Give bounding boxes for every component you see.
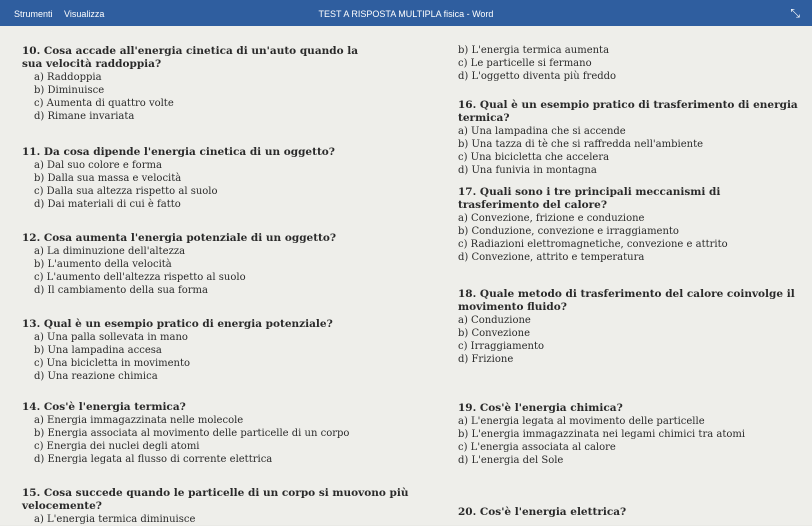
question-15-continued <box>458 44 798 83</box>
option-b: b) L'energia immagazzinata nei legami chimici tra atomi <box>458 429 746 440</box>
option-d: d) Il cambiamento della sua forma <box>34 285 208 296</box>
question-13 <box>22 318 402 383</box>
question-title: 20. Cos'è l'energia elettrica? <box>458 506 627 518</box>
option-c: c) L'energia associata al calore <box>458 442 616 453</box>
question-title: 14. Cos'è l'energia termica? <box>22 401 186 413</box>
option-d: d) Dai materiali di cui è fatto <box>34 199 181 210</box>
question-17 <box>458 186 803 264</box>
question-title: 10. Cosa accade all'energia cinetica di un'auto quando la sua velocità raddoppia? <box>22 45 359 70</box>
option-c: c) L'aumento dell'altezza rispetto al suolo <box>34 272 246 283</box>
question-title: 13. Qual è un esempio pratico di energia potenziale? <box>22 318 333 330</box>
option-a: a) Dal suo colore e forma <box>34 160 162 171</box>
question-12 <box>22 232 402 297</box>
option-c: c) Le particelle si fermano <box>458 58 592 69</box>
option-b: b) Una lampadina accesa <box>34 345 162 356</box>
question-title: 16. Qual è un esempio pratico di trasferimento di energia termica? <box>458 99 798 124</box>
option-d: d) L'energia del Sole <box>458 455 564 466</box>
document-page <box>0 26 812 525</box>
option-b: b) Dalla sua massa e velocità <box>34 173 182 184</box>
option-a: a) Una palla sollevata in mano <box>34 332 188 343</box>
option-c: c) Energia dei nuclei degli atomi <box>34 441 200 452</box>
question-11 <box>22 146 402 211</box>
question-10 <box>22 45 372 123</box>
option-b: b) L'energia termica aumenta <box>458 45 610 56</box>
window-title: TEST A RISPOSTA MULTIPLA fisica - Word <box>318 9 494 19</box>
option-d: d) Una reazione chimica <box>34 371 158 382</box>
option-d: d) Una funivia in montagna <box>458 165 597 176</box>
option-a: a) Convezione, frizione e conduzione <box>458 213 645 224</box>
option-b: b) Energia associata al movimento delle particelle di un corpo <box>34 428 350 439</box>
menu-visualizza[interactable]: Visualizza <box>64 9 105 19</box>
option-c: c) Radiazioni elettromagnetiche, convezione e attrito <box>458 239 728 250</box>
option-d: d) L'oggetto diventa più freddo <box>458 71 617 82</box>
question-19 <box>458 402 803 467</box>
option-a: a) Una lampadina che si accende <box>458 126 626 137</box>
question-14 <box>22 401 422 466</box>
question-16 <box>458 99 803 177</box>
option-c: c) Una bicicletta in movimento <box>34 358 191 369</box>
question-title: 12. Cosa aumenta l'energia potenziale di un oggetto? <box>22 232 337 244</box>
option-a: a) Energia immagazzinata nelle molecole <box>34 415 244 426</box>
option-d: d) Rimane invariata <box>34 111 135 122</box>
question-18 <box>458 288 803 366</box>
question-20 <box>458 506 803 519</box>
exit-fullscreen-icon[interactable]: ⤡ <box>790 6 800 20</box>
option-d: d) Frizione <box>458 354 514 365</box>
option-a: a) Conduzione <box>458 315 531 326</box>
option-b: b) Convezione <box>458 328 531 339</box>
option-a: a) Raddoppia <box>34 72 102 83</box>
option-c: c) Irraggiamento <box>458 341 544 352</box>
menu-strumenti[interactable]: Strumenti <box>14 9 53 19</box>
option-a: a) La diminuzione dell'altezza <box>34 246 186 257</box>
question-title: 11. Da cosa dipende l'energia cinetica di un oggetto? <box>22 146 335 158</box>
option-d: d) Convezione, attrito e temperatura <box>458 252 645 263</box>
option-c: c) Aumenta di quattro volte <box>34 98 174 109</box>
option-b: b) L'aumento della velocità <box>34 259 172 270</box>
option-b: b) Conduzione, convezione e irraggiamento <box>458 226 679 237</box>
question-title: 19. Cos'è l'energia chimica? <box>458 402 623 414</box>
option-b: b) Diminuisce <box>34 85 105 96</box>
option-d: d) Energia legata al flusso di corrente elettrica <box>34 454 273 465</box>
question-title: 18. Quale metodo di trasferimento del calore coinvolge il movimento fluido? <box>458 288 795 313</box>
question-title: 15. Cosa succede quando le particelle di un corpo si muovono più velocemente? <box>22 487 409 512</box>
title-bar <box>0 0 812 26</box>
option-a: a) L'energia termica diminuisce <box>34 514 196 525</box>
option-b: b) Una tazza di tè che si raffredda nell'ambiente <box>458 139 704 150</box>
question-title: 17. Quali sono i tre principali meccanismi di trasferimento del calore? <box>458 186 721 211</box>
option-c: c) Dalla sua altezza rispetto al suolo <box>34 186 218 197</box>
option-c: c) Una bicicletta che accelera <box>458 152 610 163</box>
question-15 <box>22 487 442 526</box>
option-a: a) L'energia legata al movimento delle particelle <box>458 416 705 427</box>
